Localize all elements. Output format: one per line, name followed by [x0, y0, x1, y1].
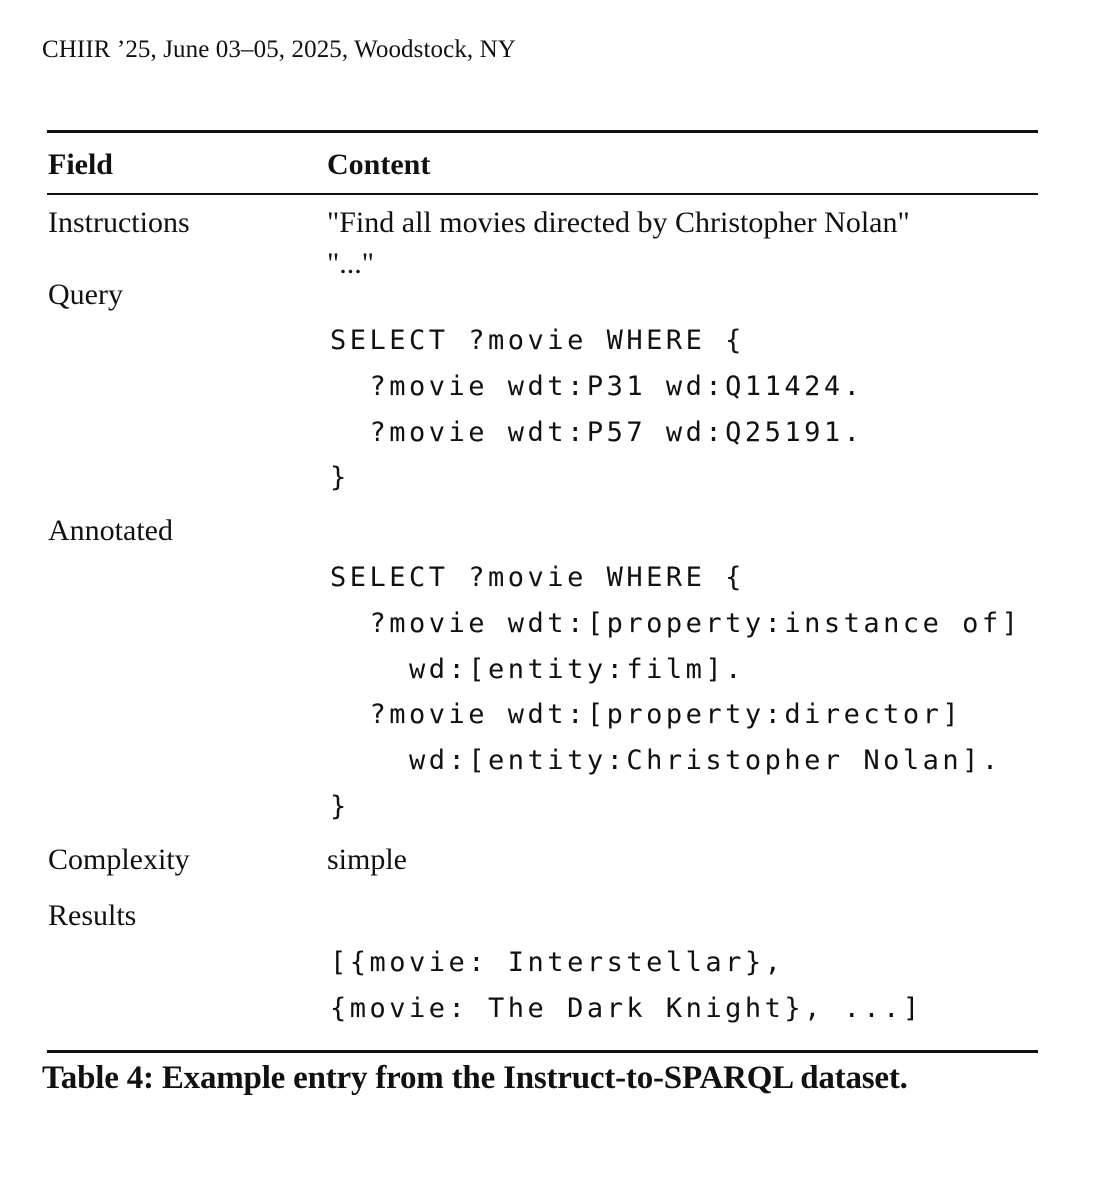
row-instructions-content-cont: "..." — [327, 247, 374, 280]
header-content: Content — [327, 148, 431, 181]
running-header: CHIIR ’25, June 03–05, 2025, Woodstock, NY — [42, 36, 516, 63]
example-entry-table — [47, 130, 1038, 195]
row-instructions-field: Instructions — [48, 206, 190, 239]
row-query-code: SELECT ?movie WHERE { ?movie wdt:P31 wd:Q11424. ?movie wdt:P57 wd:Q25191. } — [330, 325, 864, 494]
header-field: Field — [48, 148, 113, 181]
row-complexity-content: simple — [327, 843, 407, 876]
row-results-code: [{movie: Interstellar}, {movie: The Dark Knight}, ...] — [330, 947, 923, 1024]
table-header-row — [47, 133, 1038, 193]
table-caption: Table 4: Example entry from the Instruct-to-SPARQL dataset. — [42, 1060, 908, 1096]
row-annotated-code: SELECT ?movie WHERE { ?movie wdt:[property:instance of] wd:[entity:film]. ?movie wdt:[property:director] wd:[entity:Christopher Nolan]. } — [330, 562, 1022, 822]
row-instructions-content: "Find all movies directed by Christopher Nolan" — [327, 206, 910, 239]
row-results-field: Results — [48, 899, 137, 932]
row-complexity-field: Complexity — [48, 843, 190, 876]
table-header-rule — [47, 193, 1038, 195]
row-annotated-field: Annotated — [48, 514, 173, 547]
row-query-field: Query — [48, 278, 123, 311]
table-bottom-rule — [47, 1050, 1038, 1053]
